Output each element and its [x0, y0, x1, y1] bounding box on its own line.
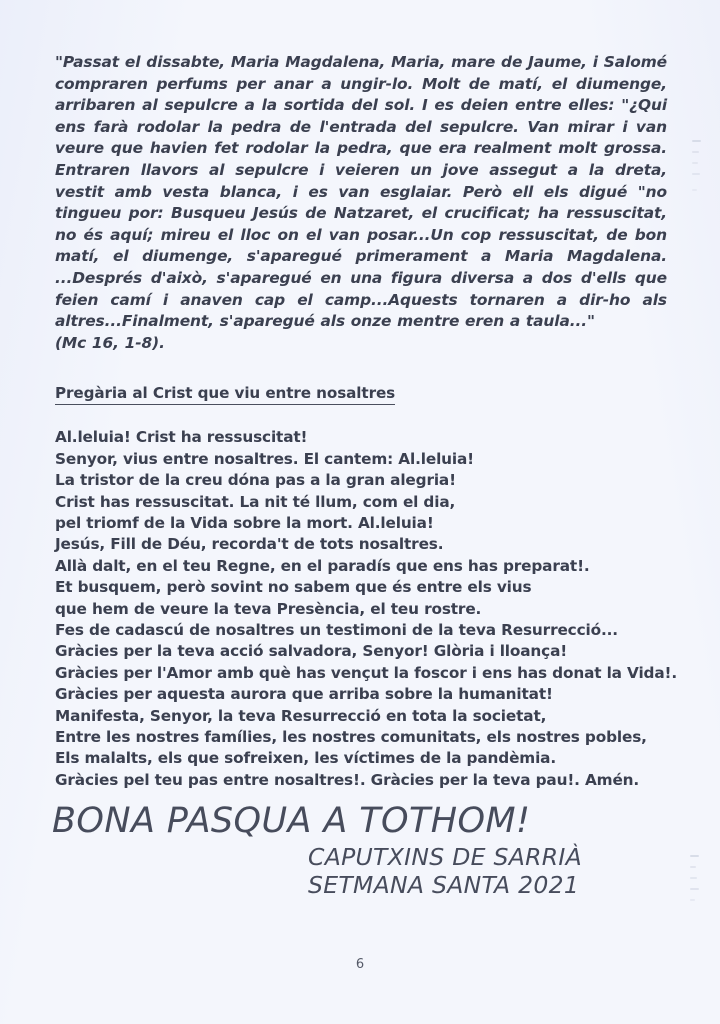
gospel-quotation — [55, 52, 667, 354]
prayer-line: Fes de cadascú de nosaltres un testimoni de la teva Resurrecció... — [55, 620, 618, 639]
scan-mark — [690, 866, 696, 868]
scan-mark — [692, 151, 699, 153]
page-content — [52, 52, 678, 899]
scan-mark — [692, 162, 698, 164]
scan-mark — [690, 888, 699, 890]
prayer-line: pel triomf de la Vida sobre la mort. Al.leluia! — [55, 513, 434, 532]
gospel-citation: (Mc 16, 1-8). — [55, 333, 165, 352]
scan-artifact-lower — [690, 855, 699, 910]
prayer-line: Allà dalt, en el teu Regne, en el paradís que ens has preparat!. — [55, 556, 590, 575]
gospel-quotation-body: "Passat el dissabte, Maria Magdalena, Maria, mare de Jaume, i Salomé compraren perfums per anar a ungir-lo. Molt de matí, el diumenge, arribaren al sepulcre a la sortida del sol. I es deien entre elles: "¿Qui ens farà rodolar la pedra de l'entrada del sepulcre. Van mirar i van veure que havien fet rodolar la pedra, que era realment molt grossa. Entraren llavors al sepulcre i veieren un jove assegut a la dreta, vestit amb vesta blanca, i es van esglaiar. Però ell els digué "no tingueu por: Busqueu Jesús de Natzaret, el crucificat; ha ressuscitat, no és aquí; mireu el lloc on el van posar...Un cop ressuscitat, de bon matí, el diumenge, s'aparegué primerament a Maria Magdalena. ...Després d'això, s'aparegué en una figura diversa a dos d'ells que feien camí i anaven cap el camp...Aquests tornaren a dir-ho als altres...Finalment, s'aparegué als onze mentre eren a taula..." — [55, 53, 667, 331]
scan-mark — [690, 899, 695, 901]
prayer-line: Els malalts, els que sofreixen, les víctimes de la pandèmia. — [55, 749, 557, 768]
prayer-line: Gràcies per aquesta aurora que arriba sobre la humanitat! — [55, 685, 553, 704]
prayer-line: Entre les nostres famílies, les nostres comunitats, els nostres pobles, — [55, 728, 647, 746]
prayer-line: Gràcies pel teu pas entre nosaltres!. Gràcies per la teva pau!. Amén. — [55, 770, 640, 789]
signature-line-author: CAPUTXINS DE SARRIÀ — [308, 843, 582, 872]
prayer-line: Manifesta, Senyor, la teva Resurrecció en tota la societat, — [55, 706, 547, 725]
prayer-line: Et busquem, però sovint no sabem que és entre els vius — [55, 578, 532, 597]
easter-greeting: BONA PASQUA A TOTHOM! — [52, 801, 531, 842]
prayer-line: Gràcies per l'Amor amb què has vençut la foscor i ens has donat la Vida!. — [55, 663, 678, 682]
prayer-line: Gràcies per la teva acció salvadora, Senyor! Glòria i lloança! — [55, 642, 568, 661]
scan-artifact-upper — [692, 140, 701, 200]
prayer-lines — [55, 427, 678, 791]
scan-mark — [690, 855, 699, 857]
prayer-line: La tristor de la creu dóna pas a la gran alegria! — [55, 471, 456, 490]
section-heading-wrap — [55, 354, 667, 405]
signature-block — [55, 844, 667, 899]
prayer-heading: Pregària al Crist que viu entre nosaltres — [55, 383, 395, 405]
signature-line-season: SETMANA SANTA 2021 — [308, 870, 580, 899]
prayer-line: que hem de veure la teva Presència, el teu rostre. — [55, 599, 482, 618]
scan-mark — [692, 140, 701, 142]
prayer-line: Crist has ressuscitat. La nit té llum, com el dia, — [55, 492, 456, 511]
scan-mark — [692, 173, 700, 175]
prayer-line: Senyor, vius entre nosaltres. El cantem: Al.leluia! — [55, 449, 474, 468]
page-number: 6 — [355, 957, 365, 972]
prayer-line: Jesús, Fill de Déu, recorda't de tots nosaltres. — [55, 535, 444, 554]
scan-mark — [692, 189, 697, 191]
scan-mark — [690, 877, 697, 879]
prayer-line: Al.leluia! Crist ha ressuscitat! — [55, 428, 308, 447]
